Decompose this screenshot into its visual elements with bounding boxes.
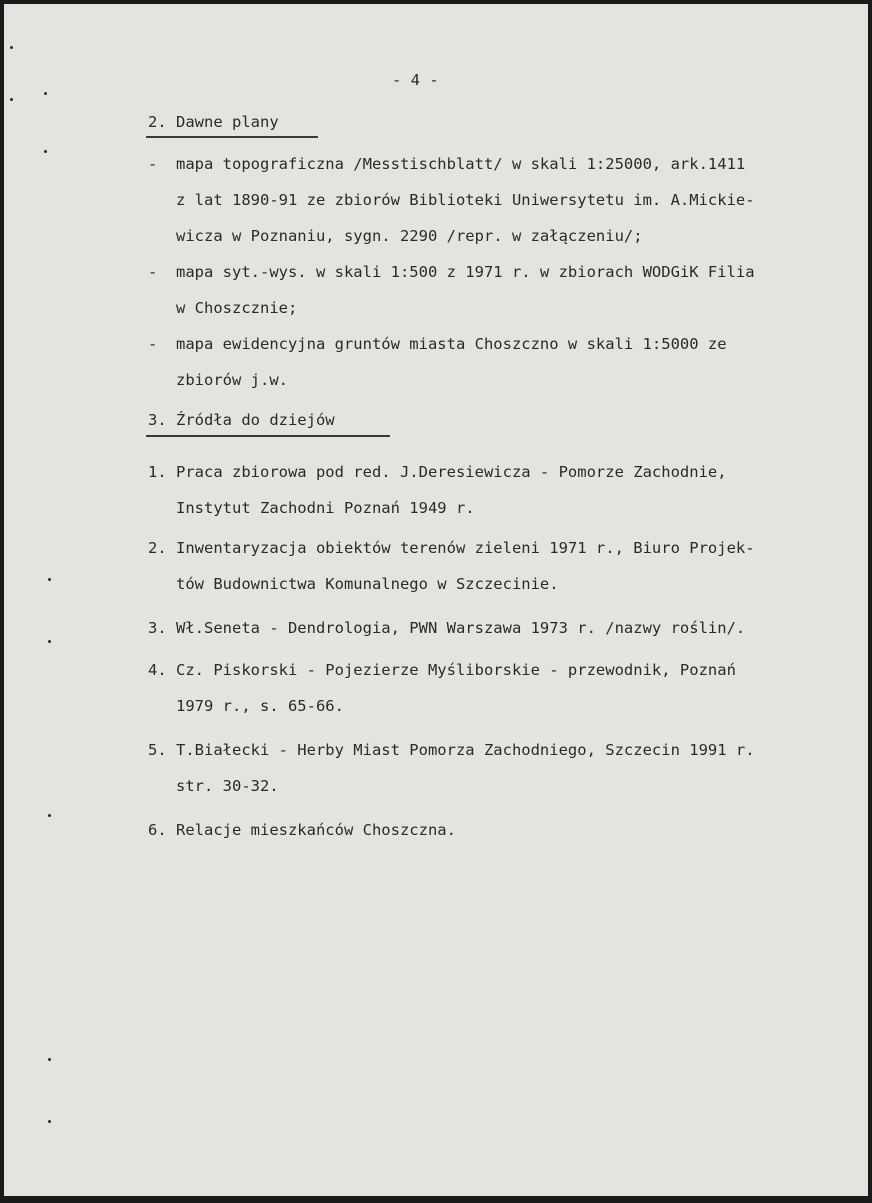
- margin-speck: [48, 1058, 51, 1061]
- text-line: Instytut Zachodni Poznań 1949 r.: [148, 499, 475, 517]
- heading-underline: [146, 136, 318, 138]
- text-line: w Choszcznie;: [148, 299, 298, 317]
- margin-speck: [44, 150, 47, 153]
- text-line: 6. Relacje mieszkańców Choszczna.: [148, 821, 456, 839]
- text-line: 3. Wł.Seneta - Dendrologia, PWN Warszawa 1973 r. /nazwy roślin/.: [148, 619, 746, 637]
- text-line: zbiorów j.w.: [148, 371, 288, 389]
- text-line: 5. T.Białecki - Herby Miast Pomorza Zachodniego, Szczecin 1991 r.: [148, 741, 755, 759]
- page-number: - 4 -: [392, 71, 439, 89]
- margin-speck: [10, 98, 13, 101]
- margin-speck: [44, 92, 47, 95]
- text-line: tów Budownictwa Komunalnego w Szczecinie.: [148, 575, 559, 593]
- text-line: z lat 1890-91 ze zbiorów Biblioteki Uniwersytetu im. A.Mickie-: [148, 191, 755, 209]
- text-line: 1. Praca zbiorowa pod red. J.Deresiewicza - Pomorze Zachodnie,: [148, 463, 727, 481]
- text-line: 2. Inwentaryzacja obiektów terenów zieleni 1971 r., Biuro Projek-: [148, 539, 755, 557]
- margin-speck: [48, 814, 51, 817]
- text-line: wicza w Poznaniu, sygn. 2290 /repr. w załączeniu/;: [148, 227, 643, 245]
- heading-underline: [146, 435, 390, 437]
- text-line: - mapa ewidencyjna gruntów miasta Choszczno w skali 1:5000 ze: [148, 335, 727, 353]
- section-heading: 2. Dawne plany: [148, 113, 279, 131]
- margin-speck: [48, 1120, 51, 1123]
- text-line: - mapa syt.-wys. w skali 1:500 z 1971 r. w zbiorach WODGiK Filia: [148, 263, 755, 281]
- text-line: - mapa topograficzna /Messtischblatt/ w skali 1:25000, ark.1411: [148, 155, 746, 173]
- text-line: str. 30-32.: [148, 777, 279, 795]
- margin-speck: [10, 46, 13, 49]
- document-page: [4, 4, 868, 1196]
- margin-speck: [48, 640, 51, 643]
- section-heading: 3. Źródła do dziejów: [148, 411, 335, 429]
- text-line: 1979 r., s. 65-66.: [148, 697, 344, 715]
- margin-speck: [48, 578, 51, 581]
- text-line: 4. Cz. Piskorski - Pojezierze Myśliborskie - przewodnik, Poznań: [148, 661, 736, 679]
